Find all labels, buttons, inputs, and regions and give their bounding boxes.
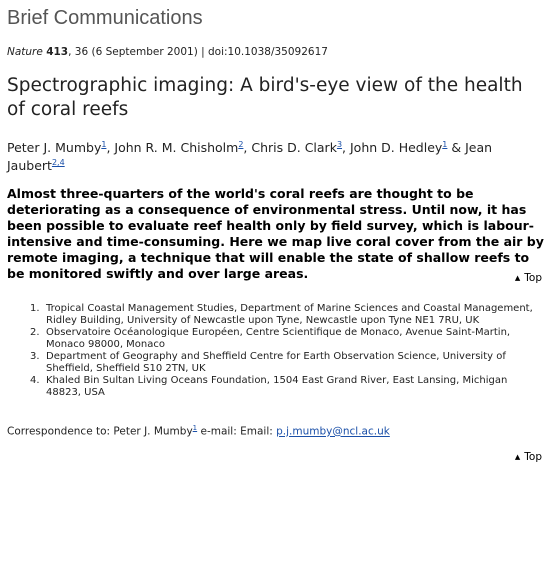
citation [7, 46, 328, 58]
author-name: John D. Hedley [349, 140, 443, 155]
affiliation-link[interactable]: 1 [442, 139, 448, 149]
affiliation-text: Department of Geography and Sheffield Centre for Earth Observation Science, University of Sheffield, Sheffield S10 2TN, UK [46, 351, 506, 374]
article-title: Spectrographic imaging: A bird's-eye view of the health of coral reefs [7, 75, 523, 120]
affiliation-number: 1. [30, 303, 40, 314]
author-list: Peter J. Mumby$^1$, John R. M. Chisholm$^2$, Chris D. Clark$^3$, John D. Hedley$^1$ & Jean Jaubert$^{2,4}$ [7, 139, 493, 173]
up-arrow-icon: ▲ [514, 453, 521, 461]
author-name: John R. M. Chisholm [114, 140, 239, 155]
affiliation-link[interactable]: 2,4 [51, 157, 65, 167]
affiliation-item [24, 327, 544, 351]
journal-name: Nature [7, 46, 43, 58]
author-name: Peter J. Mumby [7, 140, 102, 155]
affiliation-number: 3. [30, 351, 40, 362]
author-name: Jean Jaubert [7, 140, 493, 173]
email-link[interactable]: p.j.mumby@ncl.ac.uk [276, 425, 390, 438]
correspondence: Correspondence to: Peter J. Mumby$^1$ e-mail: Email: p.j.mumby@ncl.ac.uk [7, 424, 390, 438]
affiliation-item [24, 375, 544, 399]
affiliation-text: Observatoire Océanologique Européen, Centre Scientifique de Monaco, Avenue Saint-Martin, Monaco 98000, Monaco [46, 327, 511, 350]
affiliation-item [24, 303, 544, 327]
author-name: Chris D. Clark [251, 140, 337, 155]
affiliation-link[interactable]: 1 [101, 139, 107, 149]
affiliation-text: Khaled Bin Sultan Living Oceans Foundation, 1504 East Grand River, East Lansing, Michigan 48823, USA [46, 375, 508, 398]
affiliation-number: 4. [30, 375, 40, 386]
affiliation-link[interactable]: 1 [192, 424, 198, 432]
affiliation-item [24, 351, 544, 375]
back-to-top-link[interactable]: ▲ Top [514, 451, 542, 463]
abstract: Almost three-quarters of the world's coral reefs are thought to be deteriorating as a consequence of environmental stress. Until now, it has been possible to evaluate reef health only by field survey, which is labour-intensive and time-consuming. Here we map live coral cover from the air by remote imaging, a technique that will enable the state of shallow reefs to be monitored swiftly and over large areas. [7, 186, 544, 281]
up-arrow-icon: ▲ [514, 274, 521, 282]
back-to-top-link[interactable]: ▲ Top [514, 272, 542, 284]
citation-details: , 36 (6 September 2001) | doi:10.1038/35092617 [68, 46, 328, 58]
affiliation-link[interactable]: 3 [336, 139, 343, 149]
affiliation-number: 2. [30, 327, 40, 338]
affiliation-link[interactable]: 2 [238, 139, 244, 149]
affiliation-list [24, 303, 544, 399]
affiliation-text: Tropical Coastal Management Studies, Department of Marine Sciences and Coastal Management, Ridley Building, University of Newcastle upon Tyne, Newcastle upon Tyne NE1 7RU, UK [46, 303, 533, 326]
section-title: Brief Communications [7, 7, 203, 29]
volume-number: 413 [46, 46, 69, 58]
